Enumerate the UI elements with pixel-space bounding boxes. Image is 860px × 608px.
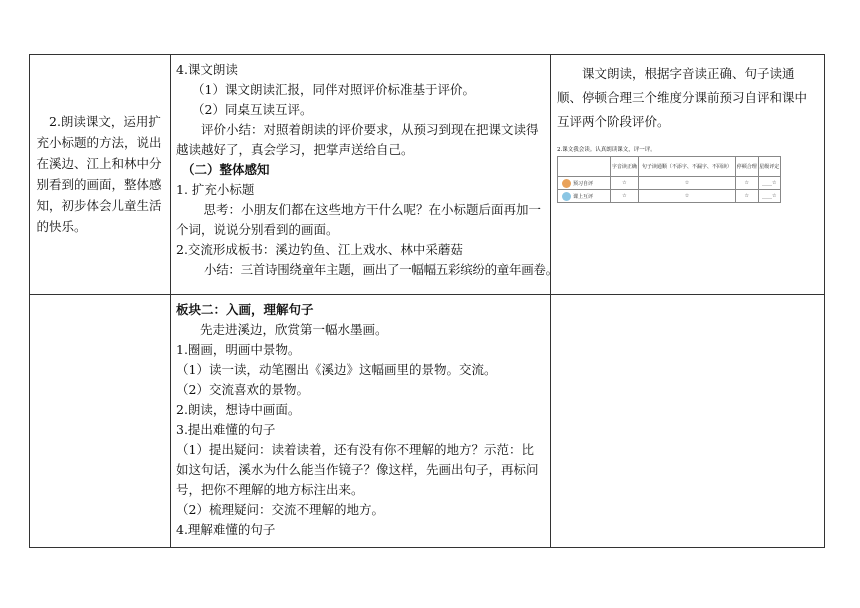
intro-line: 先走进溪边，欣赏第一幅水墨画。: [200, 322, 388, 337]
think-prompt: 思考：小朋友们都在这些地方干什么呢？在小标题后面再加一个词，说说分别看到的画面。: [176, 202, 542, 237]
question-prompt: （1）提出疑问：读着读着，还有没有你不理解的地方？示范：比如这句话，溪水为什么能当作镜子？像这样，先画出句子，再标问号，把你不理解的地方标注出来。: [176, 442, 539, 497]
objective-text: 2.朗读课文，运用扩充小标题的方法，说出在溪边、江上和林中分别看到的画面，整体感知，初步体会儿童生活的快乐。: [36, 114, 162, 234]
step-understand-sentences: 4.理解难懂的句子: [176, 522, 276, 537]
evaluation-form-table: [557, 156, 781, 203]
evaluation-text: 课文朗读，根据字音读正确、句子读通顺、停顿合理三个维度分课前预习自评和课中互评两个阶段评价。: [557, 66, 808, 129]
step-reading-2: （2）同桌互读互评。: [192, 102, 313, 117]
form-header-pronunciation: 字音读正确: [611, 157, 639, 177]
step-difficult-sentences: 3.提出难懂的句子: [176, 422, 276, 437]
lesson-plan-table: [29, 54, 825, 548]
step-read-imagine: 2.朗读，想诗中画面。: [176, 402, 301, 417]
form-row-label: 预习自评: [558, 177, 611, 190]
process-cell-2: [170, 294, 550, 540]
question-sorting: （2）梳理疑问：交流不理解的地方。: [176, 502, 384, 517]
step-circle-2: （2）交流喜欢的景物。: [176, 382, 309, 397]
step-circle-scenery: 1.圈画，明画中景物。: [176, 342, 301, 357]
form-star: ☆: [611, 190, 639, 203]
form-star: ☆: [736, 190, 758, 203]
step-circle-1: （1）读一读，动笔圈出《溪边》这幅画里的景物。交流。: [176, 362, 497, 377]
column-divider-2: [550, 54, 551, 548]
form-rating: ____☆: [758, 190, 780, 203]
reading-summary: 评价小结：对照着朗读的评价要求，从预习到现在把课文读得越读越好了，真会学习，把掌声送给自己。: [176, 122, 539, 157]
form-header-blank: [558, 157, 611, 177]
step-reading-heading: 4.课文朗读: [176, 62, 238, 77]
table-bottom-border: [29, 547, 825, 548]
form-star: ☆: [638, 177, 735, 190]
form-rating: ____☆: [758, 177, 780, 190]
step-reading-1: （1）课文朗读汇报，同伴对照评价标准基于评价。: [192, 82, 475, 97]
form-star: ☆: [638, 190, 735, 203]
step-expand-titles: 1. 扩充小标题: [176, 182, 255, 197]
form-star: ☆: [611, 177, 639, 190]
objective-cell: [29, 54, 170, 294]
board-writing: 2.交流形成板书：溪边钓鱼、江上戏水、林中采蘑菇: [176, 242, 463, 257]
process-cell-1: [170, 54, 558, 280]
form-header-pause: 停顿合理: [736, 157, 758, 177]
child-avatar-icon: [562, 192, 571, 201]
self-evaluation-form-image: [557, 146, 781, 203]
section-into-picture: 板块二：入画，理解句子: [176, 302, 314, 317]
overall-summary: 小结：三首诗围绕童年主题，画出了一幅幅五彩缤纷的童年画卷。: [204, 262, 558, 277]
child-avatar-icon: [562, 179, 571, 188]
form-caption: 2.课文我会读。认真朗读课文，评一评。: [557, 147, 656, 153]
form-header-rating: 星级评定: [758, 157, 780, 177]
table-right-border: [824, 54, 825, 548]
section-overall-perception: （二）整体感知: [182, 162, 270, 177]
form-row-label: 课上互评: [558, 190, 611, 203]
form-star: ☆: [736, 177, 758, 190]
form-header-fluency: 句子读通顺（不添字、不漏字、不回读）: [638, 157, 735, 177]
